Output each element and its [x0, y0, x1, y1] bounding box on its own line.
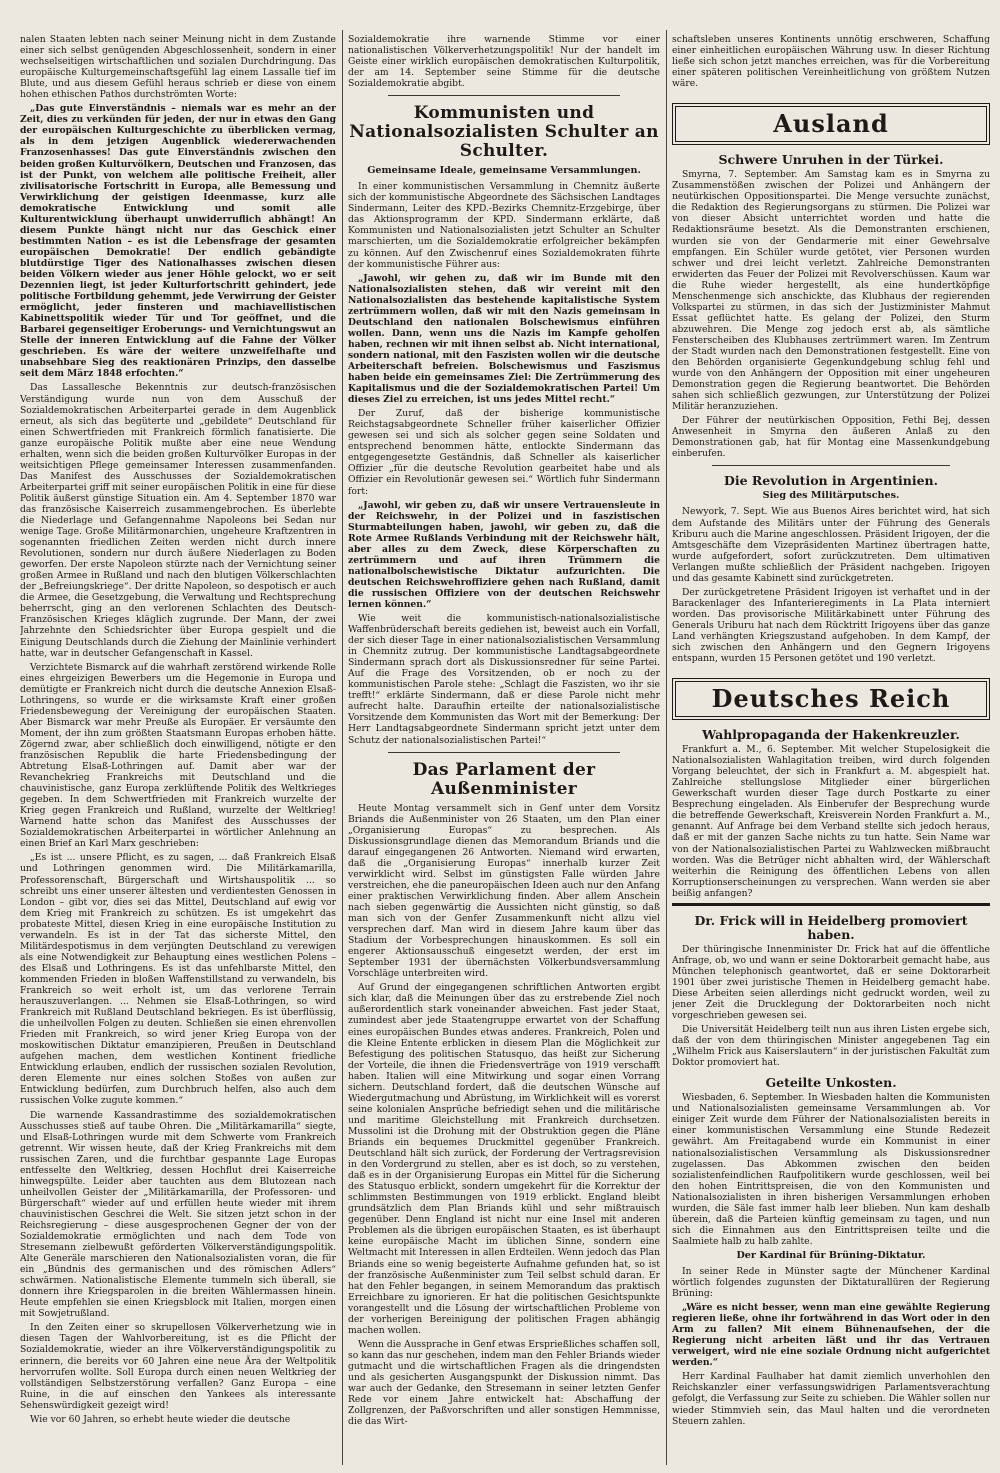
article-headline: Die Revolution in Argentinien. — [724, 473, 938, 489]
section-heading-ausland: Ausland — [672, 103, 990, 145]
paragraph: Wiesbaden, 6. September. In Wiesbaden halten die Kommunisten und Nationalsozialisten gemeinsame Versammlungen ab. Vor einiger Zeit wurde dem Führer der Nationalsozialisten bereits in einer kommunistischen Versammlung eine Stunde Redezeit gewährt. Am Freitagabend wurde ein Kommunist in einer nationalsozialistischen Versammlung als Diskussionsredner zugelassen. Das Abkommen zwischen den beiden sozialistenfeindlichen Raufpolitikern wurde geschlossen, weil bei den hohen Eintrittspreisen, die von den Kommunisten und Nationalsozialisten in ihren bisherigen Versammlungen erhoben wurden, die Säle fast immer halb leer blieben. Nun kam deshalb überein, daß die Parteien künftig gemeinsam zu tagen, und nun sich die Einnahmen aus den Eintrittspreisen teilte und die Saalmiete halb zu halb zahlte. — [672, 1092, 990, 1247]
article-headline: Das Parlament der Außenminister — [412, 759, 596, 799]
paragraph: Das Lassallesche Bekenntnis zur deutsch-französischen Verständigung wurde nun von dem Ausschuß der Sozialdemokratischen Arbeiterpartei gerade in dem Augenblick erneut, als sich das begüterte und „gebildete“ Deutschland für einen Schwertfrieden mit Frankreich förmlich fanatisierte. Die ganze europäische Politik mußte aber eine neue Wendung erhalten, wenn sich die beiden großen Kulturvölker Europas in der weitsichtigen Pflege gemeinsamer Interessen zusammenfanden. Das Manifest des Ausschusses der Sozialdemokratischen Arbeiterpartei griff mit seiner europäischen Politik in eine für diese Politik äußerst günstige Situation ein. Am 4. September 1870 war das französische Kaiserreich zusammengebrochen. Es überlebte die Niederlage und Gefangennahme Napoleons bei Sedan nur wenige Tage. Große Militärmonarchien, ungeheure Kraftzentren in sogenannten friedlichen Zeiten werden nicht durch innere Revolutionen, sondern nur durch äußere Niederlagen zu Boden geworfen. Der erste Napoleon stürzte nach der Vernichtung seiner großen Armee in Rußland und nach den blutigen Völkerschlachten der „Befreiungskriege“. Der dritte Napoleon, so despotisch er auch die Armee, die Gesetzgebung, die Verwaltung und Rechtsprechung beherrscht, ging an den verlorenen Schlachten des Deutsch-Französischen Krieges kläglich zugrunde. Der Mann, der zwei Jahrzehnte den Schiedsrichter über Europa gespielt und die Einigung Deutschlands durch die Ziehung der Mainlinie verhindert hatte, war in deutscher Gefangenschaft in Kassel. — [20, 382, 336, 659]
paragraph: In seiner Rede in Münster sagte der Münchener Kardinal wörtlich folgendes zugunsten der Diktaturallüren der Regierung Brüning: — [672, 1265, 990, 1300]
divider — [388, 752, 620, 753]
divider — [672, 903, 990, 906]
paragraph: Wie weit die kommunistisch-nationalsozialistische Waffenbrüderschaft bereits gediehen ist, beweist auch ein Vorfall, der sich dieser Tage in einer nationalsozialistischen Versammlung in Chemnitz zutrug. Der kommunistische Landtagsabgeordnete Sindermann sprach dort als Diskussionsredner für seine Partei. Auf die Frage des Vorsitzenden, ob er noch zu der kommunistischen Parole stehe: „Schlagt die Faszisten, wo ihr sie trefft!“ erklärte Sindermann, daß er diese Parole nicht mehr aufrecht halte. Daraufhin erteilte der nationalsozialistische Vorsitzende dem Kommunisten das Wort mit der Bemerkung: Der Herr Landtagsabgeordnete Sindermann spricht jetzt unter dem Schutz der nationalsozialistischen Partei!“ — [348, 613, 660, 746]
paragraph: Smyrna, 7. September. Am Samstag kam es in Smyrna zu Zusammenstößen zwischen der Polizei und Anhängern der neutürkischen Oppositionspartei. Die Menge versuchte zunächst, die Redaktion des Regierungsorgans zu stürmen. Die Polizei war von dieser Absicht unterrichtet worden und hatte die Redaktionsräume besetzt. Als die Demonstranten erschienen, wurden sie von der Gendarmerie mit einer Gewehrsalve empfangen. Ein Schüler wurde getötet, vier Personen wurden schwer und drei leicht verletzt. Zahlreiche Demonstranten erwiderten das Feuer der Polizei mit Revolverschüssen. Kaum war die Ruhe wieder hergestellt, als eine hundertköpfige Menschenmenge sich anschickte, das Klubhaus der regierenden Volkspartei zu stürmen, in das sich der Justizminister Mahmut Essat geflüchtet hatte. Es gelang der Polizei, den Sturm abzuwehren. Die Menge zog jedoch erst ab, als sämtliche Fensterscheiben des Klubhauses zertrümmert waren. Im Zentrum der Stadt wurden nach den Demonstrationen festgestellt. Eine von den Behörden organisierte Gegenkundgebung schlug fehl und wurde von den Anhängern der Opposition mit einer ungeheuren Demonstration gegen die Regierung beantwortet. Die Behörden sahen sich schließlich gezwungen, zur Unterstützung der Polizei Militär heranzuziehen. — [672, 169, 990, 413]
column-2 — [348, 34, 660, 1464]
column-rule — [342, 30, 343, 1465]
paragraph: Die warnende Kassandrastimme des sozialdemokratischen Ausschusses stieß auf taube Ohren. Die „Militärkamarilla“ siegte, und Elsaß-Lothringen wurde mit dem Schwerte vom Frankreich getrennt. Wir wissen heute, daß der Krieg Frankreichs mit dem russischen Zaren, und die furchtbar gespannte Lage Europas entfesselte den Weltkrieg, dessen Hochflut drei Kaiserreiche hinwegspülte. Leider aber tauchten aus dem Blutozean nach unheilvollen Geister der „Militärkamarilla, der Professoren- und Bürgerschaft“ wieder auf und erfüllen heute wieder mit ihrem chauvinistischen Geschrei die Welt. Sie sitzen jetzt schon in der Reichsregierung – diese ausgesprochenen Gegner der von der Sozialdemokratie ermöglichten und nach dem Tode von Stresemann zielbewußt geförderten Völkerverständigungspolitik. Alte Generäle marschieren den Nationalsozialisten voran, die für ein „Bündnis des germanischen und des römischen Adlers“ schwärmen. Nationalistische Elemente tummeln sich überall, sie donnern ihre Kriegsparolen in die breiten Wählermassen hinein. Heute empfehlen sie einen Kriegsblock mit Italien, morgen einen mit Sowjetrußland. — [20, 1109, 336, 1320]
paragraph: Verzichtete Bismarck auf die wahrhaft zerstörend wirkende Rolle eines ehrgeizigen Bewerbers um die Hegemonie in Europa und demütigte er Frankreich nicht durch die deutsche Annexion Elsaß-Lothringens, so wurde er die wirksamste Kraft einer großen Friedensbewegung der Vereinigung der europäischen Staaten. Aber Bismarck war mehr Preuße als Europäer. Er versäumte den Moment, der ihn zum größten Staatsmann Europas erhoben hätte. Zögernd zwar, aber schließlich doch einwilligend, nötigte er den französischen Republik die harte Friedensbedingung der Abtretung Elsaß-Lothringen auf. Damit aber war der Revanchekrieg Frankreichs mit Deutschland und die chauvinistische, ganz Europa zerklüftende Politik des Weltkrieges gegeben. In dem Schwertfrieden mit Frankreich wurzelte der Krieg gegen Frankreich und Rußland, wurzelte der Weltkrieg! Warnend hatte schon das Manifest des Ausschusses der Sozialdemokratischen Arbeiterpartei in wörtlicher Anlehnung an einen Brief an Karl Marx geschrieben: — [20, 661, 336, 850]
paragraph: In einer kommunistischen Versammlung in Chemnitz äußerte sich der kommunistische Abgeordnete des Sächsischen Landtages Sindermann, Leiter des KPD.-Bezirks Chemnitz-Erzgebirge, über das Aktionsprogramm der KPD. Sindermann erklärte, daß Kommunisten und Nationalsozialisten jetzt Schulter an Schulter marschierten, um die Sozialdemokratie erfolgreicher bekämpfen zu können. Auf den Zwischenruf eines Sozialdemokraten führte der kommunistische Führer aus: — [348, 181, 660, 270]
paragraph: schaftsleben unseres Kontinents unnötig erschweren, Schaffung einer einheitlichen europäischen Währung usw. In dieser Richtung ließe sich schon jetzt manches erreichen, was für die Vorbereitung einer späteren politischen Vereinheitlichung von größtem Nutzen wäre. — [672, 34, 990, 90]
paragraph: nalen Staaten lebten nach seiner Meinung nicht in dem Zustande einer sich selbst genügenden Abgeschlossenheit, sondern in einer wechselseitigen wirtschaftlichen und sozialen Durchdringung. Das europäische Kulturgemeinschaftsgefühl lag einem Lassalle tief im Blute, und aus diesem Gefühl heraus schrieb er diese von einem hohen ethischen Pathos durchströmten Worte: — [20, 34, 336, 101]
paragraph: In den Zeiten einer so skrupellosen Völkerverhetzung wie in diesen Tagen der Wahlvorbereitung, ist es die Pflicht der Sozialdemokratie, wieder an ihre Völkerverständigungspolitik zu erinnern, die bereits vor 60 Jahren eine neue Ära der Weltpolitik hervorrufen wollte. Soll Europa durch einen neuen Weltkrieg der vollständigen Selbstzerstörung verfallen? Ganz Europa – eine Ruine, in die auf einschen den Yankees als interessante Sehenswürdigkeit gezeigt wird! — [20, 1322, 336, 1411]
article-headline: Dr. Frick will in Heidelberg promoviert haben. — [694, 912, 968, 942]
paragraph: Wie vor 60 Jahren, so erhebt heute wieder die deutsche — [30, 1413, 291, 1425]
article-headline: Kommunisten und Nationalsozialisten Schulter an Schulter. — [349, 103, 659, 162]
paragraph: Herr Kardinal Faulhaber hat damit ziemlich unverhohlen den Reichskanzler einer verfassungswidrigen Parlamentsverachtung gefolgt, die Verfassung zur Seite zu schieben. Die Wähler sollen nur wieder Stimmvieh sein, das Maul halten und die verordneten Steuern zahlen. — [672, 1371, 990, 1427]
paragraph: Frankfurt a. M., 6. September. Mit welcher Stupelosigkeit die Nationalsozialisten Wahlagitation treiben, wird durch folgenden Vorgang beleuchtet, der sich in Frankfurt a. M. abgespielt hat. Zahlreiche stellungslose Mitglieder einer bürgerlichen Gewerkschaft wurden dieser Tage durch Postkarte zu einer Besprechung eingeladen. Als Einberufer der Besprechung wurde die betreffende Gewerkschaft, Kreisverein Norden Frankfurt a. M., genannt. Auf Anfrage bei dem Verband stellte sich jedoch heraus, daß er mit der ganzen Sache nichts zu tun hatte. Sein Name war von der Nationalsozialistischen Partei zu Wahlzwecken mißbraucht worden. Was die Betrüger nicht abhalten wird, der Wählerschaft weiterhin die Reinigung des öffentlichen Lebens von allen Korruptionserscheinungen zu versprechen. Wann werden sie aber beißig anfangen? — [672, 744, 990, 899]
divider — [712, 465, 950, 466]
column-1 — [20, 34, 336, 1464]
article-headline: Wahlpropaganda der Hakenkreuzler. — [702, 727, 960, 743]
quote-paragraph: „Jawohl, wir geben zu, daß wir unsere Vertrauensleute in der Reichswehr, in der Polizei und in faszistischen Sturmabteilungen haben, jawohl, wir geben zu, daß die Rote Armee Rußlands Verbindung mit der Reichswehr hält, aber alles zu dem Zweck, diese Körperschaften zu zertrümmern und auf ihren Trümmern die nationalbolschewistische Diktatur aufzurichten. Die deutschen Reichswehroffiziere gehen nach Rußland, damit die russischen Offiziere von der deutschen Reichswehr lernen können.“ — [348, 499, 660, 610]
divider — [388, 95, 620, 96]
paragraph: Heute Montag versammelt sich in Genf unter dem Vorsitz Briands die Außenminister von 26 Staaten, um den Plan einer „Organisierung Europas“ zu besprechen. Als Diskussionsgrundlage dienen das Memorandum Briands und die darauf eingegangenen 26 Antworten. Niemand wird erwarten, daß die „Organisierung Europas“ innerhalb kurzer Zeit verwirklicht wird. Selbst im günstigsten Falle würden Jahre verstreichen, ehe die paneuropäischen Ideen auch nur den Anfang einer praktischen Verwirklichung finden. Aber allem Anschein nach sieben gegenwärtig die Aussichten nicht günstig, so daß man sich von der Genfer Zusammenkunft nicht allzu viel versprechen darf. Man wird in diesem Jahre kaum über das Stadium der Vorbesprechungen hinauskommen. Es soll ein engerer Aktionsausschuß eingesetzt werden, der erst im September 1931 der übernächsten Völkerbundsversammlung Vorschläge unterbreiten wird. — [348, 802, 660, 980]
paragraph: Die Universität Heidelberg teilt nun aus ihren Listen ergebe sich, daß der von dem thüringischen Minister angegebenen Tag ein „Wilhelm Frick aus Kaiserslautern“ in der juristischen Fakultät zum Doktor promoviert hat. — [672, 1024, 990, 1069]
quote-paragraph: „Es ist ... unsere Pflicht, es zu sagen, ... daß Frankreich Elsaß und Lothringen genommen wird. Die Militärkamarilla, Professorenschaft, Bürgerschaft und Wirtshauspolitik ... so schreibt uns einer unserer ältesten und verdientesten Genossen in London – gibt vor, dies sei das Mittel, Deutschland auf ewig vor dem Krieg mit Frankreich zu schützen. Es ist umgekehrt das probateste Mittel, diesen Krieg in eine europäische Institution zu verwandeln. Es ist in der Tat das sicherste Mittel, den Militärdespotismus in dem verjüngten Deutschland zu verewigen als eine Notwendigkeit zur Behauptung eines westlichen Polens – des Elsaß und Lothringens. Es ist das unfehlbarste Mittel, den kommenden Frieden in bloßen Waffenstillstand zu verwandeln, bis Frankreich so weit erholt ist, um das verlorene Terrain herauszuverlangen. ... Nehmen sie Elsaß-Lothringen, so wird Frankreich mit Rußland Deutschland bekriegen. Es ist überflüssig, die unheilvollen Folgen zu deuten. Schließen sie einen ehrenvollen Frieden mit Frankreich, so wird jener Krieg Europa von der moskowitischen Diktatur emanzipieren, Preußen in Deutschland aufgehen machen, dem westlichen Kontinent friedliche Entwicklung erlauben, endlich der russischen sozialen Revolution, deren Elemente nur eines solchen Stoßes von außen zur Entwicklung bedürfen, zum Durchbruch helfen, also auch dem russischen Volke zugute kommen.“ — [20, 852, 336, 1107]
article-headline: Geteilte Unkosten. — [765, 1075, 897, 1091]
article-subheadline: Gemeinsame Ideale, gemeinsame Versammlungen. — [367, 165, 641, 177]
paragraph: Der thüringische Innenminister Dr. Frick hat auf die öffentliche Anfrage, ob, wo und wann er seine Doktorarbeit gemacht habe, aus München telephonisch geantwortet, daß er seine Doktorarbeit 1901 über zwei juristische Themen in Heidelberg gemacht habe. Diese Arbeiten seien allerdings nicht gedruckt worden, weil zu jener Zeit die Drucklegung der Doktorarbeiten noch nicht vorgeschrieben gewesen sei. — [672, 943, 990, 1022]
quote-paragraph: „Wäre es nicht besser, wenn man eine gewählte Regierung regieren ließe, ohne ihr fortwährend in das Wort oder in den Arm zu fallen? Mit einem Bühnenaufsehen, der die Regierung nicht arbeiten läßt und ihr das Vertrauen verweigert, wird nie eine soziale Ordnung nicht aufgerichtet werden.“ — [672, 1302, 990, 1369]
paragraph: Der Zuruf, daß der bisherige kommunistische Reichstagsabgeordnete Schneller früher kaiserlicher Offizier gewesen sei und sich als solcher gegen seine Soldaten und entsprechend benommen hätte, entlockte Sindermann das entgegengesetzte Geständnis, daß Schneller als kaiserlicher Offizier „für die deutsche Revolution gearbeitet habe und als Offizier ein Revolutionär gewesen sei.“ Wörtlich fuhr Sindermann fort: — [348, 408, 660, 497]
article-headline: Schwere Unruhen in der Türkei. — [718, 152, 944, 168]
column-rule — [666, 30, 667, 1465]
paragraph: Wenn die Aussprache in Genf etwas Ersprießliches schaffen soll, so kann das nur geschehen, indem man den Fehler Briands wieder gutmacht und die wirtschaftlichen Fragen als die dringendsten und als gesicherten Ausgangspunkt der Diskussion nimmt. Das war auch der Gedanke, den Stresemann in seiner letzten Genfer Rede vor einem Jahre entwickelt hat: Abschaffung der Zollgrenzen, der Paßvorschriften und aller sonstigen Hemmnisse, die das Wirt- — [348, 1338, 660, 1428]
quote-paragraph: „Jawohl, wir gehen zu, daß wir im Bunde mit den Nationalsozialisten stehen, daß wir vereint mit den Nationalsozialisten das bestehende kapitalistische System zertrümmern wollen, daß wir mit den Nazis gemeinsam in Deutschland den nationalen Bolschewismus einführen wollen. Dann, wenn uns die Nazis im Kampfe geholfen haben, rechnen wir mit ihnen selbst ab. Nicht international, sondern national, mit den Faszisten wollen wir die deutsche Arbeiterschaft befreien. Bolschewismus und Faszismus haben beide ein gemeinsames Ziel: Die Zertrümmerung des Kapitalismus und die der Sozialdemokratischen Partei! Um dieses Ziel zu erreichen, ist uns jedes Mittel recht.“ — [348, 272, 660, 406]
paragraph: Auf Grund der eingegangenen schriftlichen Antworten ergibt sich klar, daß die Meinungen über das zu erstrebende Ziel noch außerordentlich stark voneinander abweichen. Fast jeder Staat, zumindest aber jede Staatengruppe erwartet von der Schaffung eines europäischen Bundes etwas anderes. Frankreich, Polen und die Kleine Entente erblicken in diesem Plan die Möglichkeit zur Befestigung des politischen Statusquo, das heißt zur Sicherung der Vorteile, die ihnen die Friedensverträge von 1919 verschafft haben. Italien will eine Mitwirkung und sogar einen Vorrang sichern. Deutschland fordert, daß die deutschen Wünsche auf Wiedergutmachung und Abrüstung, im Wirklichkeit will es vorerst seine kolonialen Ansprüche befriedigt sehen und die militärische und maritime Gleichstellung mit Frankreich durchsetzen. Mussolini ist die Drohung mit der Obstruktion gegen die Pläne Briands ein bequemes Druckmittel gegenüber Frankreich. Deutschland hält sich zurück, der Forderung der Vertragsrevision in den Vordergrund zu stellen, aber es ist doch, so zu verstehen, daß es in der Organisierung Europas ein Mittel für die Sicherung des Statusquo erblickt, sondern umgekehrt für die Korrektur der schlimmsten Bestimmungen von 1919 erblickt. England bleibt grundsätzlich dem Plan Briands kühl und sehr mißtrauisch gegenüber. Denn England ist nicht nur eine Insel mit anderen Problemen als die übrigen europäischen Staaten, es ist überhaupt keine europäische Macht im üblichen Sinne, sondern eine Weltmacht mit Interessen in allen Erdteilen. Wenn jedoch das Plan Briands eine so wenig begeisterte Aufnahme gefunden hat, so ist der französische Außenminister zum Teil selbst schuld daran. Er hat den Fehler begangen, in seinem Memorandum das praktisch Erreichbare zu ignorieren. Er hat die politischen Gesichtspunkte vorangestellt und die Lösung der wirtschaftlichen Probleme von der vorherigen Bereinigung der politischen Fragen abhängig machen wollen. — [348, 982, 660, 1336]
article-subheadline: Sieg des Militärputsches. — [762, 490, 900, 502]
paragraph: Der zurückgetretene Präsident Irigoyen ist verhaftet und in der Barackenlager des Infanterieregiments in La Plata interniert worden. Das provisorische Militärkabinett unter Führung des Generals Uriburu hat nach dem Rücktritt Irigoyens über das ganze Land verhängten Kriegszustand aufgehoben. In dem Kampf, der sich zwischen den Anhängern und den Gegnern Irigoyens entspann, wurden 15 Personen getötet und 190 verletzt. — [672, 586, 990, 665]
paragraph: Der Führer der neutürkischen Opposition, Fethi Bej, dessen Anwesenheit in Smyrna den äußeren Anlaß zu den Demonstrationen gab, hat für Montag eine Massenkundgebung einberufen. — [672, 415, 990, 460]
paragraph: Sozialdemokratie ihre warnende Stimme vor einer nationalistischen Völkerverhetzungspolitik! Nur der handelt im Geiste einer wirklich europäischen demokratischen Kulturpolitik, der am 14. September seine Stimme für die deutsche Sozialdemokratie abgibt. — [348, 34, 660, 90]
article-headline: Der Kardinal für Brüning-Diktatur. — [736, 1249, 926, 1261]
quote-paragraph: „Das gute Einverständnis – niemals war es mehr an der Zeit, dies zu verkünden für jeden, der nur in etwas den Gang der europäischen Kulturgeschichte zu überblicken vermag, als in dem jetzigen Augenblick wiedererwachenden Franzosenhasses! Das gute Einverständnis zwischen den beiden großen Kulturvölkern, Deutschen und Franzosen, das ist der Punkt, von welchem alle politische Freiheit, aller zivilisatorische Fortschritt in Europa, alle Bemessung und Verwirklichung der geistigen Ideenmasse, kurz alle demokratische Entwicklung und somit alle Kulturentwicklung überhaupt unwiderruflich abhängt! An diesem Punkte hängt nicht nur das Geschick einer bestimmten Nation – es ist die Lebensfrage der gesamten europäischen Demokratie! Der endlich gebändigte blutdürstige Tiger des Nationalhasses zwischen diesen beiden Völkern wieder aus jener Höhle gelockt, wo er seit Dezennien liegt, ist jeder Kulturfortschritt gehindert, jede politische Fortbildung gehemmt, jede Verwirrung der Geister ermöglicht, jeder finsteren und machiavellistischen Kabinettspolitik wieder Tür und Tor geöffnet, und die Barbarei gegenseitiger Eroberungs- und Vernichtungswut an Stelle der inneren Entwicklung auf die Fahne der Völker geschrieben. Es wäre der weitere unzweifelhafte und unabsehbare Sieg des reaktionären Prinzips, den dasselbe seit dem März 1848 erfochten.“ — [20, 103, 336, 380]
column-3 — [672, 34, 990, 1464]
paragraph: Newyork, 7. Sept. Wie aus Buenos Aires berichtet wird, hat sich dem Aufstande des Militärs unter der Führung des Generals Kriburu auch die Marine angeschlossen. Präsident Irigoyen, der die Amtsgeschäfte dem Vizepräsidenten Martinez übertragen hatte, wurde aufgefordert, sofort zurückzutreten. Dem ultimativen Verlangen mußte schließlich der Präsident nachgeben. Irigoyen und das gesamte Kabinett sind zurückgetreten. — [672, 506, 990, 584]
section-heading-deutsches-reich: Deutsches Reich — [672, 678, 990, 720]
